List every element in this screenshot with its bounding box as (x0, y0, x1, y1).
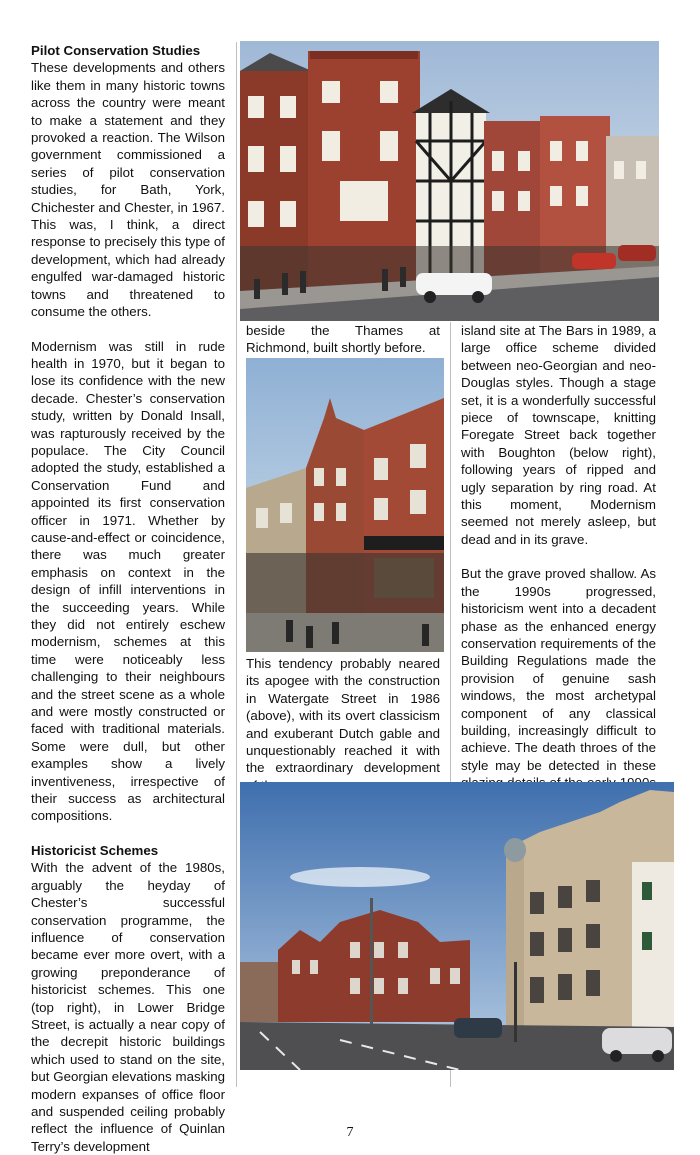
middle-paragraph-2: This tendency probably neared its apogee with the construction in Watergate Street in 1986 (above), with its overt classicism and exuberant Dutch gable and unquestionably reached it with the extraordinary development (246, 656, 440, 776)
photo-the-bars (240, 782, 674, 1070)
right-column (461, 322, 656, 809)
middle-column-top (246, 322, 440, 357)
heading-pilot-conservation-studies: Pilot Conservation Studies (31, 43, 201, 58)
photo-watergate-street (246, 358, 444, 652)
left-paragraph-3: With the advent of the 1980s, arguably the heyday of Chester’s successful conservation programme, the influence of conservation became ever more overt, with a growing preponderance of historicist schemes. This one (top right), in Lower Bridge Street, is actually a near copy of the decrepit historic buildings which used to stand on the site, but Georgian elevations masking modern expanses of office floor and suspended ceiling probably reflect the influence of Quinlan Terry’s development (31, 860, 225, 1154)
right-paragraph-1: island site at The Bars in 1989, a large office scheme divided between neo-Georgian and neo-Douglas styles. Though a stage set, it is a wonderfully successful piece of townscape, knitting Foregate Street back together with Boughton (below right), following years of ripped and ugly separation by ring road. At this moment, Modernism seemed not merely asleep, but dead and in its grave. (461, 323, 656, 547)
page-number: 7 (346, 1125, 354, 1140)
heading-historicist-schemes: Historicist Schemes (31, 842, 159, 858)
column-rule-left (236, 42, 237, 1087)
middle-paragraph-1: beside the Thames at Richmond, built shortly before. (246, 323, 440, 356)
middle-column-bottom (246, 655, 440, 794)
left-column (31, 42, 225, 1155)
left-paragraph-1: These developments and others like them in many historic towns across the country were meant to make a statement and they provoked a reaction. The Wilson government commissioned a series of pilot conservation studies, for Bath, York, Chichester and Chester, in 1967. This was, I think, a direct response to precisely this type of development, which had already engulfed war-damaged historic towns and threatened to consume the others. (31, 60, 225, 320)
right-paragraph-2: But the grave proved shallow. As the 1990s progressed, historicism went into a decadent phase as the enhanced energy conservation requirements of the Building Regulations made the provision of genuine sash windows, the most archetypal component of any classical building, increasingly difficult to achieve. The death throes of the style may be detected in these (461, 566, 656, 773)
left-paragraph-2: Modernism was still in rude health in 1970, but it began to lose its confidence with the new decade. Chester’s conservation study, written by Donald Insall, was rapturously received by the populace. The City Council adopted the study, established a Conservation Fund and appointed its first conservation officer in 1971. Whether by cause-and-effect or coincidence, there was much greater emphasis on context in the design of infill interventions in the succeeding years. While they did not entirely eschew modernism, schemes at this time were noticeably less challenging to their neighbours and the street scene as a whole and were mostly constructed or faced with traditional materials. Some were dull, but other examples show a lively inventiveness, irrespective of their success as architectural compositions. (31, 338, 225, 824)
photo-lower-bridge-street (240, 41, 659, 321)
